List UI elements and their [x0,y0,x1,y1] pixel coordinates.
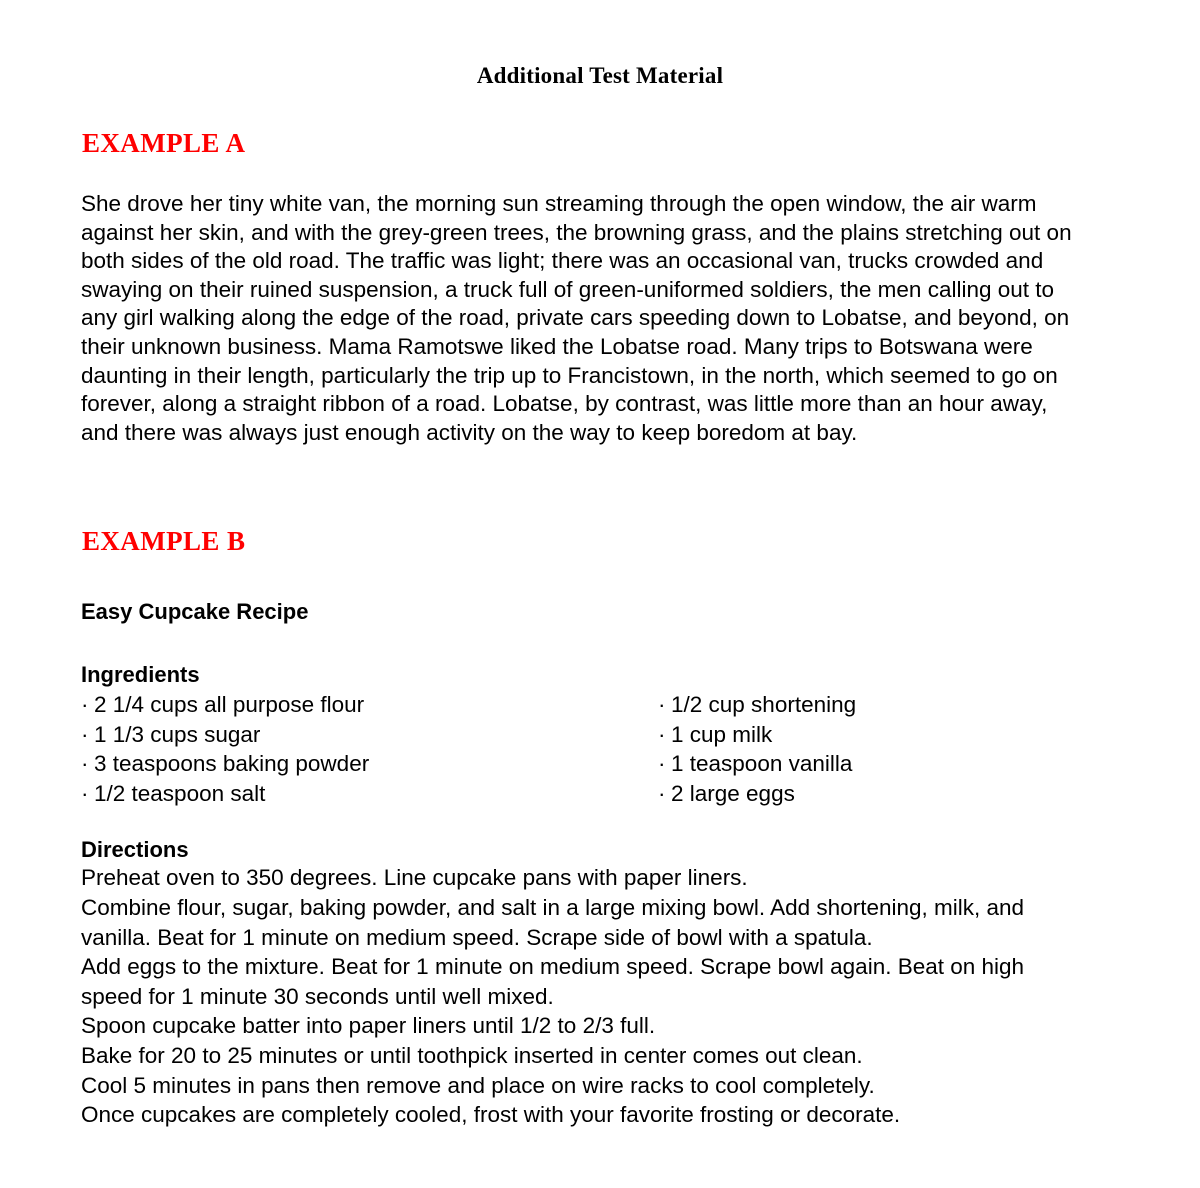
ingredient-text: 1 cup milk [671,721,773,747]
list-item: Preheat oven to 350 degrees. Line cupcake pans with paper liners. [81,865,748,891]
bullet-icon: · [658,780,666,806]
list-item [81,779,658,809]
list-item [658,720,1130,750]
list-item: Combine flour, sugar, baking powder, and salt in a large mixing bowl. Add shortening, milk, and vanilla. Beat for 1 minute on medium speed. Scrape side of bowl with a spatula. [81,894,1025,950]
list-item [81,720,658,750]
ingredients-list-left [81,690,658,808]
bullet-icon: · [658,751,666,777]
bullet-icon: · [81,780,89,806]
ingredient-text: 1/2 cup shortening [671,692,857,718]
ingredients-columns [70,688,1130,808]
list-item: Bake for 20 to 25 minutes or until toothpick inserted in center comes out clean. [81,1042,863,1068]
directions-heading: Directions [81,837,189,863]
example-a-section [70,89,1130,447]
ingredients-column-right [658,690,1130,808]
example-a-heading: EXAMPLE A [82,128,246,158]
list-item: Add eggs to the mixture. Beat for 1 minute on medium speed. Scrape bowl again. Beat on high speed for 1 minute 30 seconds until well mixed. [81,954,1025,1009]
ingredient-text: 2 large eggs [671,780,795,806]
bullet-icon: · [81,721,89,747]
ingredient-text: 1/2 teaspoon salt [94,780,266,806]
bullet-icon: · [81,692,89,718]
ingredients-list-right [658,690,1130,808]
page-title: Additional Test Material [476,63,724,88]
list-item: Spoon cupcake batter into paper liners until 1/2 to 2/3 full. [81,1013,656,1039]
ingredient-text: 3 teaspoons baking powder [94,751,370,777]
list-item [658,749,1130,779]
bullet-icon: · [81,751,89,777]
example-b-section [70,447,1130,1129]
directions-list [70,863,1130,1129]
ingredient-text: 2 1/4 cups all purpose flour [94,692,365,718]
bullet-icon: · [658,692,666,718]
list-item [658,779,1130,809]
list-item [81,749,658,779]
ingredients-column-left [81,690,658,808]
ingredients-heading: Ingredients [81,662,200,688]
list-item [81,690,658,720]
list-item: Once cupcakes are completely cooled, frost with your favorite frosting or decorate. [81,1102,901,1128]
list-item [658,690,1130,720]
bullet-icon: · [658,721,666,747]
ingredient-text: 1 1/3 cups sugar [94,721,261,747]
recipe-title: Easy Cupcake Recipe [81,599,309,625]
ingredient-text: 1 teaspoon vanilla [671,751,853,777]
example-a-paragraph: She drove her tiny white van, the morning sun streaming through the open window, the air warm against her skin, and with the grey-green trees, the browning grass, and the plains stretching out on both sides of the old road. The traffic was light; there was an occasional van, trucks crowded and swaying on their ruined suspension, a truck full of green-uniformed soldiers, the men calling out to any girl walking along the edge of the road, private cars speeding down to Lobatse, and beyond, on their unknown business. Mama Ramotswe liked the Lobatse road. Many trips to Botswana were daunting in their length, particularly the trip up to Francistown, in the north, which seemed to go on forever, along a straight ribbon of a road. Lobatse, by contrast, was little more than an hour away, and there was always just enough activity on the way to keep boredom at bay. [81,191,1072,445]
list-item: Cool 5 minutes in pans then remove and place on wire racks to cool completely. [81,1072,875,1098]
example-b-heading: EXAMPLE B [82,526,246,557]
